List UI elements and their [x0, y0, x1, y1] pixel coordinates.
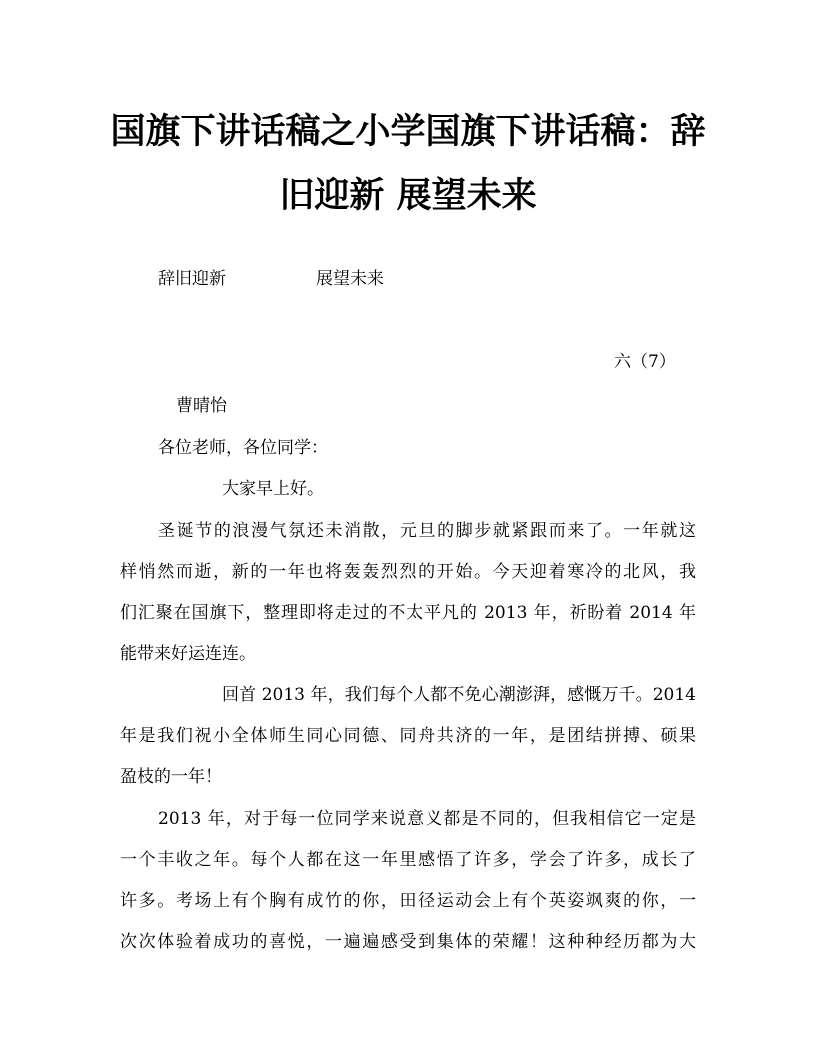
subtitle-left: 辞旧迎新	[158, 269, 226, 289]
paragraph-1-line-2: 样悄然而逝，新的一年也将轰轰烈烈的开始。今天迎着寒冷的北风，我	[120, 562, 696, 582]
paragraph-3-line-1: 2013 年，对于每一位同学来说意义都是不同的，但我相信它一定是	[158, 809, 696, 829]
class-label: 六（7）	[614, 352, 676, 372]
author-name: 曹晴怡	[176, 396, 227, 416]
title-line-1: 国旗下讲话稿之小学国旗下讲话稿：辞	[110, 111, 706, 152]
paragraph-1-line-1: 圣诞节的浪漫气氛还未消散，元旦的脚步就紧跟而来了。一年就这	[158, 521, 696, 541]
salutation: 各位老师，各位同学：	[158, 438, 328, 458]
paragraph-2-line-3: 盈枝的一年！	[120, 767, 222, 787]
paragraph-1-line-3: 们汇聚在国旗下，整理即将走过的不太平凡的 2013 年，祈盼着 2014 年	[120, 603, 696, 623]
subtitle-right: 展望未来	[316, 269, 384, 289]
paragraph-1-line-4: 能带来好运连连。	[120, 644, 256, 664]
greeting: 大家早上好。	[222, 479, 324, 499]
title-line-2: 旧迎新 展望未来	[279, 175, 537, 216]
paragraph-2-line-1: 回首 2013 年，我们每个人都不免心潮澎湃，感慨万千。2014	[222, 685, 696, 705]
paragraph-3-line-3: 许多。考场上有个胸有成竹的你，田径运动会上有个英姿飒爽的你，一	[120, 891, 696, 911]
paragraph-2-line-2: 年是我们祝小全体师生同心同德、同舟共济的一年，是团结拼搏、硕果	[120, 726, 696, 746]
paragraph-3-line-4: 次次体验着成功的喜悦，一遍遍感受到集体的荣耀！这种种经历都为大	[120, 932, 696, 952]
paragraph-3-line-2: 一个丰收之年。每个人都在这一年里感悟了许多，学会了许多，成长了	[120, 850, 696, 870]
